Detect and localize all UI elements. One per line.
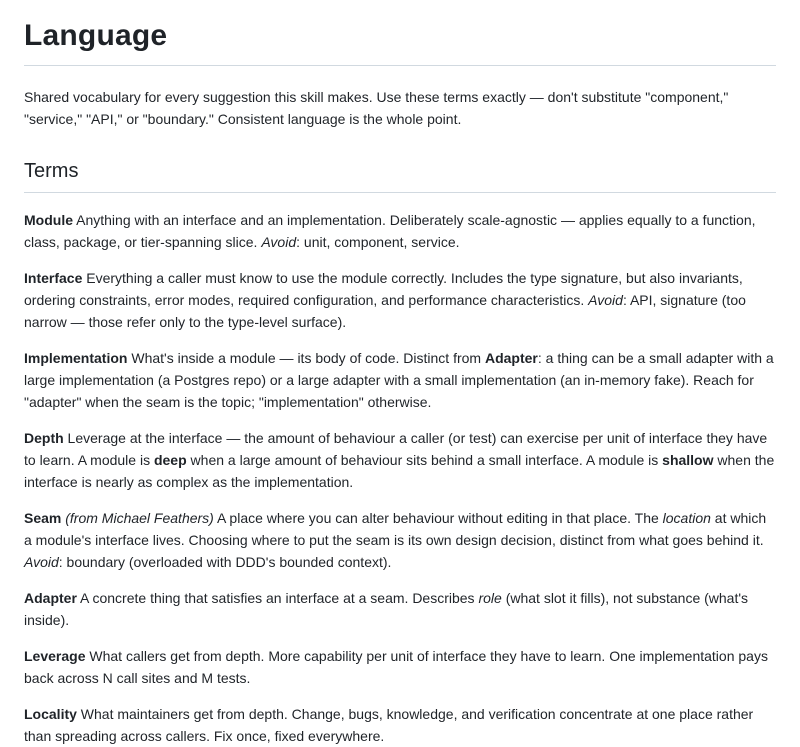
- term-name: Adapter: [24, 590, 77, 606]
- term-text: A place where you can alter behaviour without editing in that place. The: [213, 510, 663, 526]
- term-emphasis: Avoid: [24, 554, 59, 570]
- term-text: Everything a caller must know to use the module correctly. Includes the type signature, but also invariants, ordering constraints, error modes, required configuration, and performance characteristics.: [24, 270, 743, 308]
- term-text: (what slot it fills), not substance (what's inside).: [24, 590, 749, 628]
- term-name: Locality: [24, 706, 77, 722]
- term-locality: [24, 703, 776, 747]
- term-strong: shallow: [662, 452, 714, 468]
- term-name: Implementation: [24, 350, 128, 366]
- term-text: at which a module's interface lives. Choosing where to put the seam is its own design decision, distinct from what goes behind it.: [24, 510, 767, 548]
- term-name: Seam: [24, 510, 62, 526]
- term-emphasis: (from Michael Feathers): [65, 510, 214, 526]
- term-text: : unit, component, service.: [296, 234, 460, 250]
- term-emphasis: Avoid: [588, 292, 623, 308]
- term-emphasis: Avoid: [261, 234, 297, 250]
- terms-list: [24, 209, 776, 747]
- term-text: Leverage at the interface — the amount of behaviour a caller (or test) can exercise per unit of interface they have to learn. A module is: [24, 430, 768, 468]
- term-adapter: [24, 587, 776, 631]
- term-implementation: [24, 347, 776, 413]
- term-emphasis: role: [478, 590, 502, 606]
- intro-paragraph: Shared vocabulary for every suggestion this skill makes. Use these terms exactly — don't substitute "component," "service," "API," or "boundary." Consistent language is the whole point.: [24, 89, 729, 127]
- term-text: What callers get from depth. More capability per unit of interface they have to learn. One implementation pays back across N call sites and M tests.: [24, 648, 768, 686]
- term-text: : API, signature (too narrow — those refer only to the type-level surface).: [24, 292, 746, 330]
- term-depth: [24, 427, 776, 493]
- term-name: Depth: [24, 430, 64, 446]
- term-text: A concrete thing that satisfies an interface at a seam. Describes: [76, 590, 479, 606]
- term-text: What's inside a module — its body of code. Distinct from: [127, 350, 485, 366]
- term-name: Leverage: [24, 648, 86, 664]
- terms-heading: Terms: [24, 156, 776, 193]
- term-text: when the interface is nearly as complex as the implementation.: [24, 452, 775, 490]
- term-interface: [24, 267, 776, 333]
- page-title: Language: [24, 0, 776, 66]
- term-name: Interface: [24, 270, 83, 286]
- term-text: when a large amount of behaviour sits behind a small interface. A module is: [186, 452, 663, 468]
- term-emphasis: location: [662, 510, 711, 526]
- term-strong: deep: [153, 452, 187, 468]
- term-leverage: [24, 645, 776, 689]
- term-name: Module: [24, 212, 73, 228]
- term-text: Anything with an interface and an implementation. Deliberately scale-agnostic — applies equally to a function, class, package, or tier-spanning slice.: [24, 212, 756, 250]
- term-module: [24, 209, 776, 253]
- term-strong: Adapter: [484, 350, 538, 366]
- term-text: What maintainers get from depth. Change, bugs, knowledge, and verification concentrate at one place rather than spreading across callers. Fix once, fixed everywhere.: [24, 706, 754, 744]
- term-text: : a thing can be a small adapter with a large implementation (a Postgres repo) or a large adapter with a small implementation (an in-memory fake). Reach for "adapter" when the seam is the topic; "implementation" otherwise.: [24, 350, 774, 410]
- term-seam: [24, 507, 776, 573]
- term-text: : boundary (overloaded with DDD's bounded context).: [58, 554, 392, 570]
